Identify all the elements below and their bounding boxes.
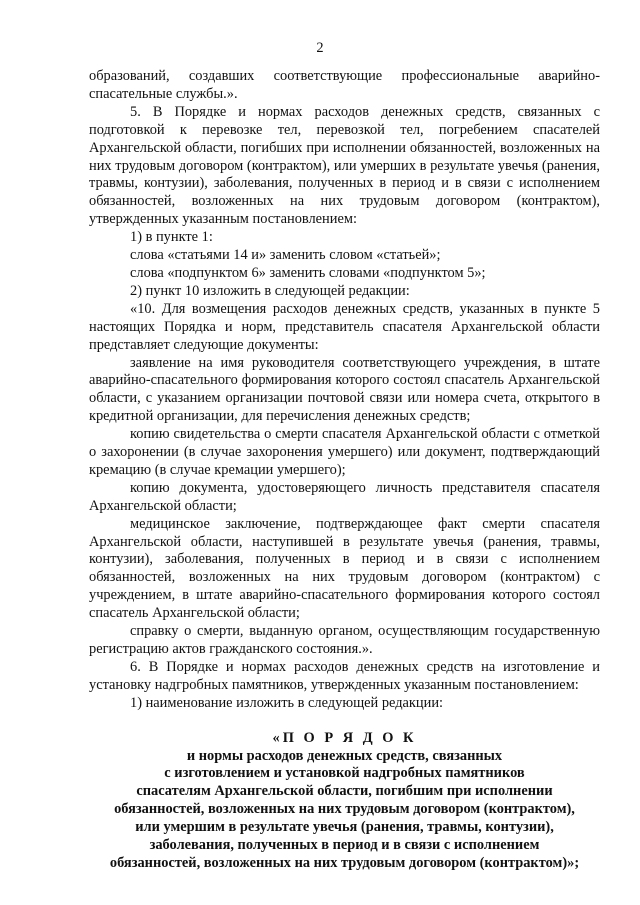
paragraph: образований, создавших соответствующие профессиональные аварийно-спасательные службы.». [89, 68, 600, 102]
section-heading [89, 730, 600, 873]
paragraph: копию свидетельства о смерти спасателя Архангельской области с отметкой о захоронении (в случае захоронения умершего) или документ, подтверждающий кремацию (в случае кремации умершего); [89, 426, 600, 478]
paragraph: медицинское заключение, подтверждающее факт смерти спасателя Архангельской области, наступившей в результате увечья (ранения, травмы, контузии), заболевания, полученных в период и в связи с исполнением обязанностей, возложенных на них трудовым договором (контрактом) с учреждением, в штате аварийно-спасательного формирования которого состоял спасатель Архангельской области; [89, 515, 600, 622]
heading-line: спасателям Архангельской области, погибшим при исполнении [136, 783, 553, 800]
paragraph: 1) в пункте 1: [130, 229, 213, 246]
paragraph: «10. Для возмещения расходов денежных средств, указанных в пункте 5 настоящих Порядка и норм, представитель спасателя Архангельской области представляет следующие документы: [89, 300, 600, 353]
paragraph: 5. В Порядке и нормах расходов денежных средств, связанных с подготовкой к перевозке тел, перевозкой тел, погребением спасателей Архангельской области, погибших при исполнении обязанностей, возложенных на них трудовым договором (контрактом), или умерших в результате увечья (ранения, травмы, контузии), заболевания, полученных в период и в связи с исполнением обязанностей, возложенных на них трудовым договором (контрактом), утвержденных указанным постановлением: [89, 103, 600, 228]
heading-line: с изготовлением и установкой надгробных памятников [164, 765, 525, 782]
paragraph: слова «подпунктом 6» заменить словами «подпунктом 5»; [130, 264, 486, 281]
heading-title: «П О Р Я Д О К [272, 729, 417, 746]
page-number: 2 [316, 40, 324, 56]
paragraph: заявление на имя руководителя соответствующего учреждения, в штате аварийно-спасательного формирования которого состоял спасатель Архангельской области, с указанием организации почтовой связи или номера счета, открытого в кредитной организации, для перечисления денежных средств; [89, 354, 600, 425]
paragraph: слова «статьями 14 и» заменить словом «статьей»; [130, 247, 441, 264]
paragraph: 2) пункт 10 изложить в следующей редакции: [130, 282, 410, 299]
document-body [89, 68, 600, 873]
heading-line: заболевания, полученных в период и в связи с исполнением [149, 837, 540, 854]
heading-line: обязанностей, возложенных на них трудовым договором (контрактом), [114, 801, 575, 818]
paragraph: справку о смерти, выданную органом, осуществляющим государственную регистрацию актов гражданского состояния.». [89, 623, 600, 657]
heading-line: обязанностей, возложенных на них трудовым договором (контрактом)»; [109, 854, 580, 871]
paragraph: 6. В Порядке и нормах расходов денежных средств на изготовление и установку надгробных памятников, утвержденных указанным постановлением: [89, 658, 600, 693]
paragraph: 1) наименование изложить в следующей редакции: [130, 694, 444, 711]
paragraph: копию документа, удостоверяющего личность представителя спасателя Архангельской области; [89, 479, 600, 514]
heading-line: или умершим в результате увечья (ранения, травмы, контузии), [135, 819, 554, 836]
heading-line: и нормы расходов денежных средств, связанных [186, 747, 503, 764]
